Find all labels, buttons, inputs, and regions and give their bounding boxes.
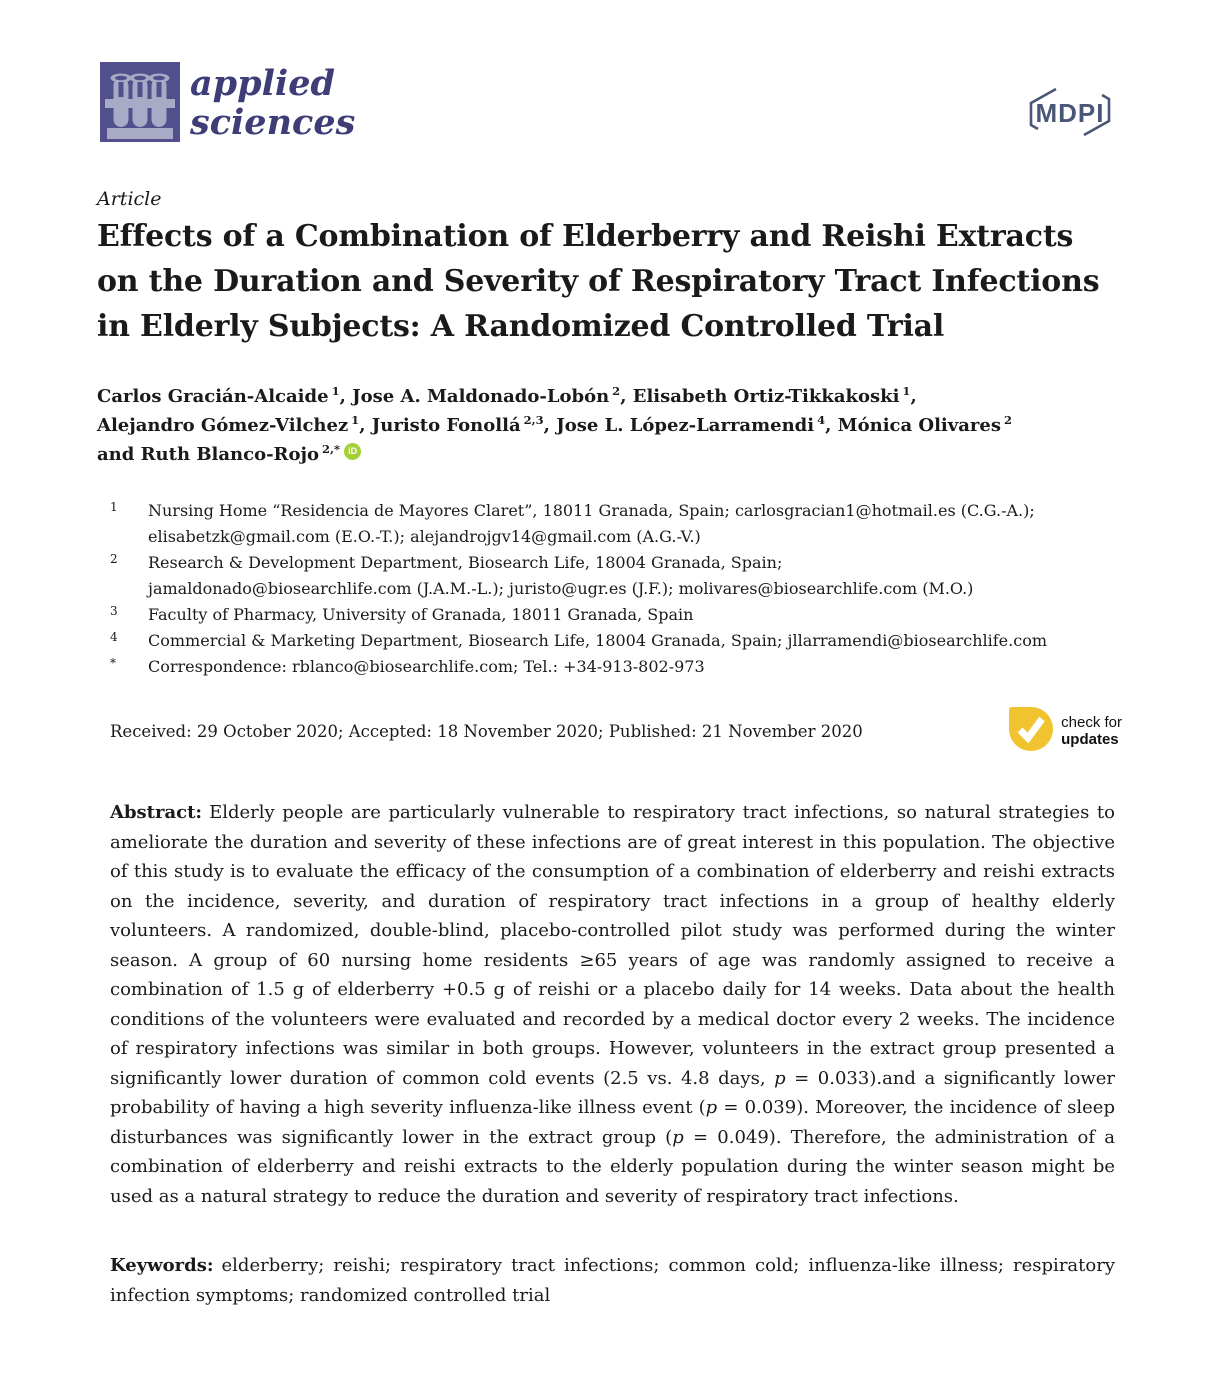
test-tubes-icon [100,62,180,142]
check-for-updates-badge[interactable] [1008,706,1122,756]
mdpi-logo [1018,84,1122,144]
affiliation-text [148,498,1125,550]
affiliation-text-line: Nursing Home “Residencia de Mayores Claret”, 18011 Granada, Spain; carlosgracian1@hotmail.es (C.G.-A.); [148,501,1035,520]
author-affil-sup: 2 [612,384,621,398]
journal-name [190,64,355,142]
abstract-text: = 0.049). Therefore, the administration of a combination of elderberry and reishi extracts to the elderly population during the winter season might be used as a natural strategy to reduce the duration and severity of respiratory tract infections. [110,1126,1115,1207]
abstract [110,798,1115,1211]
dates-row [110,706,1122,756]
affiliation-text-line: jamaldonado@biosearchlife.com (J.A.M.-L.); juristo@ugr.es (J.F.); molivares@biosearchlife.com (M.O.) [148,579,974,598]
author-line [97,412,1115,441]
affiliation-text-line: Correspondence: rblanco@biosearchlife.com; Tel.: +34-913-802-973 [148,657,705,676]
keywords-label: Keywords: [110,1255,214,1276]
author-name: Elisabeth Ortiz-Tikkakoski [632,386,900,407]
badge-label-line2: updates [1061,731,1119,748]
author-separator: , [543,415,557,436]
correspondence-marker: * [110,656,116,670]
correspondence-text [148,654,1125,680]
article-type-label: Article [97,188,162,210]
author-name: Alejandro Gómez-Vilchez [97,415,349,436]
author-line [97,441,1115,470]
author-name: and Ruth Blanco-Rojo [97,444,320,465]
affiliation-row [110,602,1125,628]
author-affil-sup: 2,* [322,442,341,456]
author-line [97,383,1115,412]
abstract-label: Abstract: [110,802,203,823]
affiliation-marker: 3 [110,604,118,618]
abstract-text-italic-p: p [774,1067,786,1089]
author-separator: , [910,386,917,407]
crossmark-check-icon [1008,706,1054,756]
journal-name-line2: sciences [190,102,356,143]
author-name: Mónica Olivares [837,415,1001,436]
abstract-text: Elderly people are particularly vulnerable to respiratory tract infections, so natural strategies to ameliorate the duration and severity of these infections are of great interest in this population. The objective of this study is to evaluate the efficacy of the consumption of a combination of elderberry and reishi extracts on the incidence, severity, and duration of respiratory tract infections in a group of healthy elderly volunteers. A randomized, double-blind, placebo-controlled pilot study was performed during the winter season. A group of 60 nursing home residents ≥65 years of age was randomly assigned to receive a combination of 1.5 g of elderberry +0.5 g of reishi or a placebo daily for 14 weeks. Data about the health conditions of the volunteers were evaluated and recorded by a medical doctor every 2 weeks. The incidence of respiratory infections was similar in both groups. However, volunteers in the extract group presented a significantly lower duration of common cold events (2.5 vs. 4.8 days, [110,802,1115,1089]
abstract-text-italic-p: p [672,1126,684,1148]
author-separator: , [620,386,633,407]
author-name: Jose L. López-Larramendi [556,415,815,436]
orcid-icon[interactable]: iD [344,443,361,460]
abstract-text: = 0.039). Moreover, the incidence of sleep disturbances was significantly lower in the extract group ( [110,1097,1115,1148]
author-separator: , [339,386,353,407]
affiliation-text-line: Faculty of Pharmacy, University of Granada, 18011 Granada, Spain [148,605,694,624]
affiliation-row [110,628,1125,654]
author-affil-sup: 1 [351,413,360,427]
keywords [110,1251,1115,1311]
affiliation-text-line: Research & Development Department, Biosearch Life, 18004 Granada, Spain; [148,553,783,572]
abstract-text: = 0.033).and a significantly lower probability of having a high severity influenza-like illness event ( [110,1067,1115,1118]
correspondence-row [110,654,1125,680]
author-list [97,383,1115,470]
affiliation-text [148,628,1125,654]
mdpi-logo-text: MDPI [1035,98,1105,128]
affiliation-list [110,498,1125,680]
check-for-updates-label [1061,714,1122,748]
page-header [0,0,1210,144]
author-affil-sup: 1 [331,384,340,398]
affiliation-text-line: Commercial & Marketing Department, Biosearch Life, 18004 Granada, Spain; jllarramendi@biosearchlife.com [148,631,1047,650]
affiliation-text [148,550,1125,602]
author-affil-sup: 4 [817,413,826,427]
author-name: Carlos Gracián-Alcaide [97,386,329,407]
author-affil-sup: 2,3 [523,413,544,427]
affiliation-text-line: elisabetzk@gmail.com (E.O.-T.); alejandrojgv14@gmail.com (A.G.-V.) [148,527,701,546]
received-dates: Received: 29 October 2020; Accepted: 18 November 2020; Published: 21 November 2020 [110,721,863,741]
page-title: Effects of a Combination of Elderberry and Reishi Extracts on the Duration and Severity of Respiratory Tract Infections in Elderly Subjects: A Randomized Controlled Trial [97,219,1100,344]
affiliation-text [148,602,1125,628]
journal-name-line1: applied [190,63,335,104]
author-separator: , [359,415,372,436]
affiliation-marker: 4 [110,630,118,644]
author-affil-sup: 1 [902,384,911,398]
author-separator: , [825,415,838,436]
badge-label-line1: check for [1061,714,1122,731]
journal-logo [100,62,355,142]
affiliation-marker: 1 [110,500,118,514]
author-name: Jose A. Maldonado-Lobón [352,386,610,407]
author-name: Juristo Fonollá [371,415,521,436]
keywords-text: elderberry; reishi; respiratory tract infections; common cold; influenza-like illness; respiratory infection symptoms; randomized controlled trial [110,1255,1115,1306]
affiliation-row [110,550,1125,602]
affiliation-marker: 2 [110,552,118,566]
author-affil-sup: 2 [1003,413,1012,427]
affiliation-row [110,498,1125,550]
abstract-text-italic-p: p [705,1097,718,1118]
